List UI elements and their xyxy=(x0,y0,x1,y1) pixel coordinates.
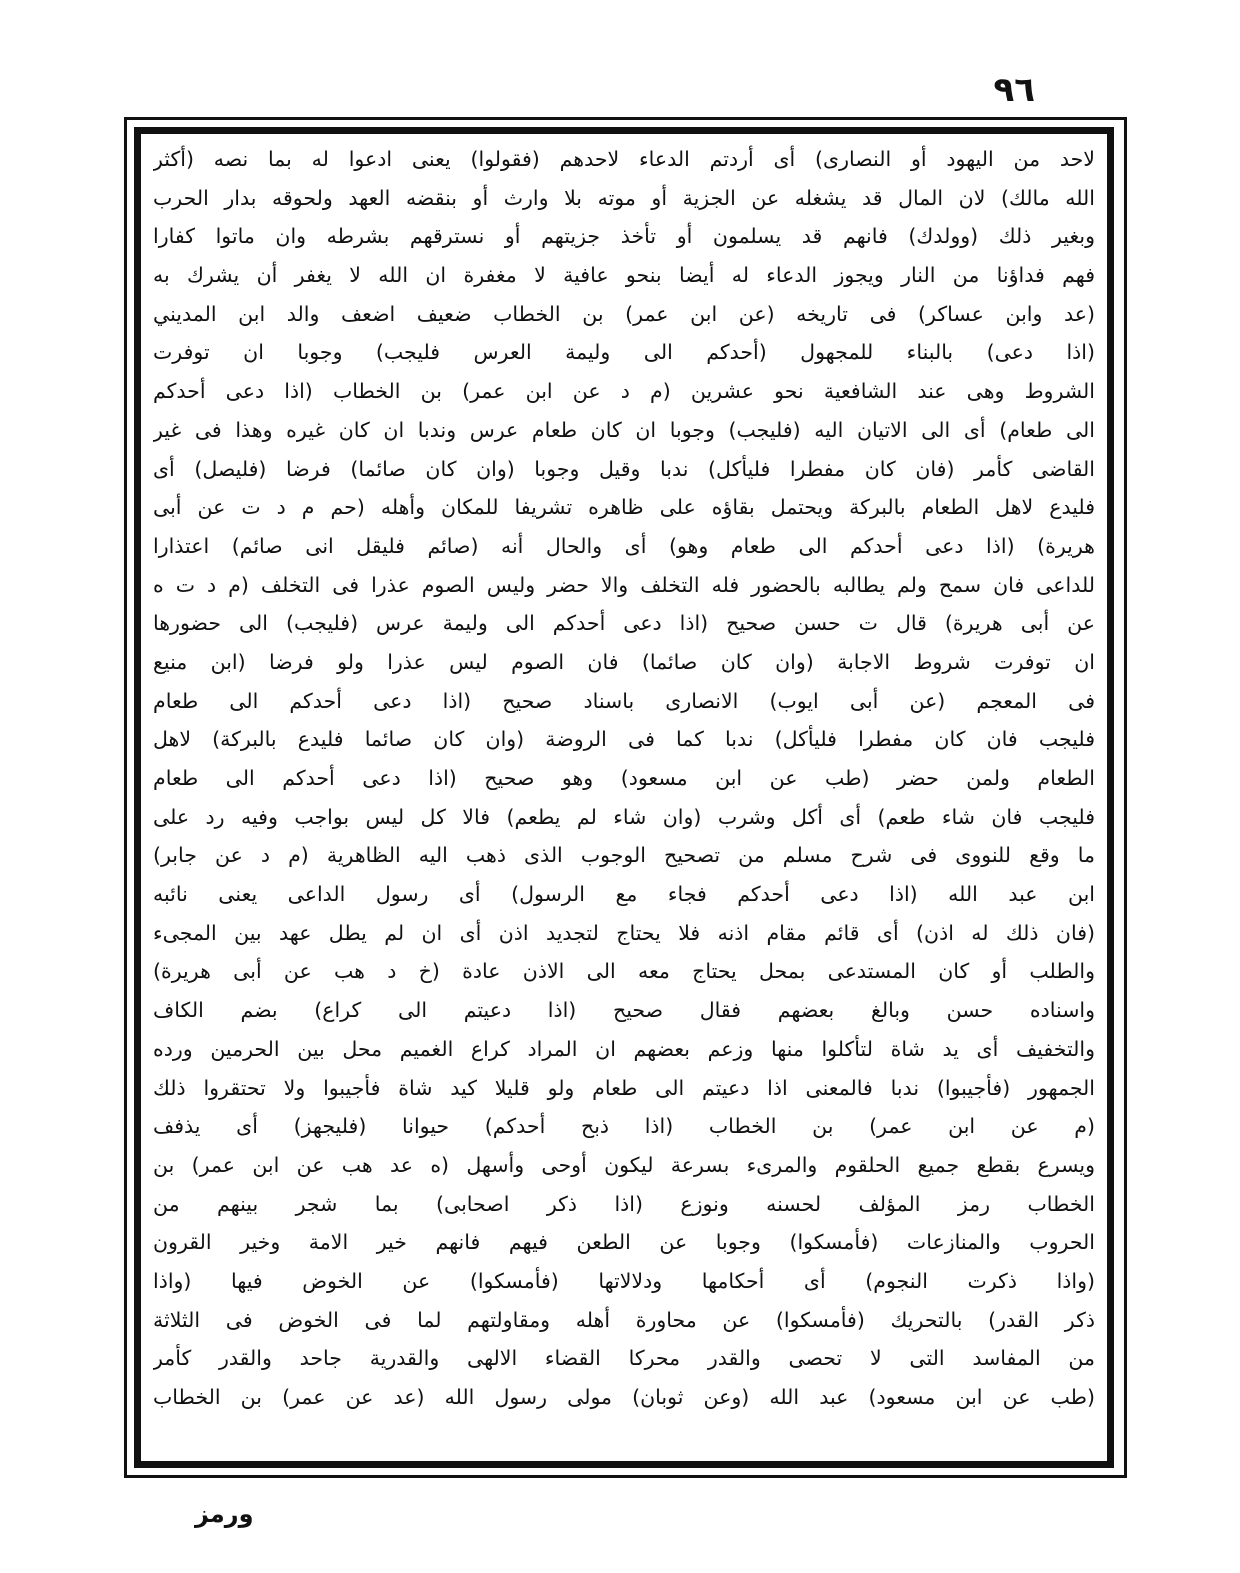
text-line: لاحد من اليهود أو النصارى) أى أردتم الدعاء لاحدهم (فقولوا) يعنى ادعوا له بما نصه (أكثر xyxy=(153,147,1095,171)
text-line: ما وقع للنووى فى شرح مسلم من تصحيح الوجوب الذى ذهب اليه الظاهرية (م د عن جابر) xyxy=(153,843,1095,868)
text-line: (طب عن ابن مسعود) عبد الله (وعن ثوبان) مولى رسول الله (عد عن عمر) بن الخطاب xyxy=(153,1385,1095,1409)
main-text-body xyxy=(153,140,1095,1417)
text-line: الحروب والمنازعات (فأمسكوا) وجوبا عن الطعن فيهم فانهم خير الامة وخير القرون xyxy=(153,1230,1095,1255)
text-line: الله مالك) لان المال قد يشغله عن الجزية أو موته بلا وارث أو بنقضه العهد ولحوقه بدار الحرب xyxy=(153,185,1095,210)
text-line: الجمهور (فأجيبوا) ندبا فالمعنى اذا دعيتم الى طعام ولو قليلا كيد شاة فأجيبوا ولا تحتقروا ذلك xyxy=(153,1075,1095,1100)
text-line: فليجب فان كان مفطرا فليأكل) ندبا كما فى الروضة (وان كان صائما فليدع بالبركة) لاهل xyxy=(153,727,1095,752)
text-line: ويسرع بقطع جميع الحلقوم والمرىء بسرعة ليكون أوحى وأسهل (ه عد هب عن ابن عمر) بن xyxy=(153,1152,1095,1177)
text-line: (واذا ذكرت النجوم) أى أحكامها ودلالاتها (فأمسكوا) عن الخوض فيها (واذا xyxy=(153,1268,1095,1293)
text-line: الى طعام) أى الى الاتيان اليه (فليجب) وجوبا ان كان طعام عرس وندبا ان كان غيره وهذا فى غير xyxy=(153,417,1095,442)
text-line: (م عن ابن عمر) بن الخطاب (اذا ذبح أحدكم) حيوانا (فليجهز) أى يذفف xyxy=(153,1114,1095,1139)
text-line: للداعى فان سمح ولم يطالبه بالحضور فله التخلف والا حضر وليس الصوم عذرا فى التخلف (م د ت ه xyxy=(153,572,1095,597)
text-line: من المفاسد التى لا تحصى والقدر محركا القضاء الالهى والقدرية جاحد والقدر كأمر xyxy=(153,1346,1095,1371)
text-line: فليدع لاهل الطعام بالبركة ويحتمل بقاؤه على ظاهره تشريفا للمكان وأهله (حم م د ت عن أبى xyxy=(153,495,1095,520)
text-line: القاضى كأمر (فان كان مفطرا فليأكل) ندبا وقيل وجوبا (وان كان صائما) فرضا (فليصل) أى xyxy=(153,456,1095,481)
text-line: هريرة) (اذا دعى أحدكم الى طعام وهو) أى والحال أنه (صائم فليقل انى صائم) اعتذارا xyxy=(153,533,1095,558)
text-line: عن أبى هريرة) قال ت حسن صحيح (اذا دعى أحدكم الى وليمة عرس (فليجب) الى حضورها xyxy=(153,611,1095,636)
text-line: الخطاب رمز المؤلف لحسنه ونوزع (اذا ذكر اصحابى) بما شجر بينهم من xyxy=(153,1191,1095,1216)
catchword: ورمز xyxy=(195,1500,254,1528)
text-line: (اذا دعى) بالبناء للمجهول (أحدكم الى وليمة العرس فليجب) وجوبا ان توفرت xyxy=(153,340,1095,365)
text-line: ذكر القدر) بالتحريك (فأمسكوا) عن محاورة أهله ومقاولتهم لما فى الخوض فى الثلاثة xyxy=(153,1307,1095,1332)
text-line: الشروط وهى عند الشافعية نحو عشرين (م د عن ابن عمر) بن الخطاب (اذا دعى أحدكم xyxy=(153,379,1095,404)
text-line: فى المعجم (عن أبى ايوب) الانصارى باسناد صحيح (اذا دعى أحدكم الى طعام xyxy=(153,688,1095,713)
text-line: وبغير ذلك (وولدك) فانهم قد يسلمون أو تأخذ جزيتهم أو نسترقهم بشرطه وان ماتوا كفارا xyxy=(153,224,1095,249)
text-line: (فان ذلك له اذن) أى قائم مقام اذنه فلا يحتاج لتجديد اذن أى ان لم يطل عهد بين المجىء xyxy=(153,920,1095,945)
text-line: والتخفيف أى يد شاة لتأكلوا منها وزعم بعضهم ان المراد كراع الغميم محل بين الحرمين ورده xyxy=(153,1036,1095,1061)
text-line: فهم فداؤنا من النار ويجوز الدعاء له أيضا بنحو عافية لا مغفرة ان الله لا يغفر أن يشرك به xyxy=(153,263,1095,288)
text-line: والطلب أو كان المستدعى بمحل يحتاج معه الى الاذن عادة (خ د هب عن أبى هريرة) xyxy=(153,959,1095,984)
text-line: ابن عبد الله (اذا دعى أحدكم فجاء مع الرسول) أى رسول الداعى يعنى نائبه xyxy=(153,882,1095,907)
page-number: ٩٦ xyxy=(993,70,1035,110)
text-line: واسناده حسن وبالغ بعضهم فقال صحيح (اذا دعيتم الى كراع) بضم الكاف xyxy=(153,998,1095,1023)
text-line: الطعام ولمن حضر (طب عن ابن مسعود) وهو صحيح (اذا دعى أحدكم الى طعام xyxy=(153,766,1095,790)
text-line: (عد وابن عساكر) فى تاريخه (عن ابن عمر) بن الخطاب ضعيف اضعف والد ابن المديني xyxy=(153,301,1095,326)
text-line: ان توفرت شروط الاجابة (وان كان صائما) فان الصوم ليس عذرا ولو فرضا (ابن منيع xyxy=(153,649,1095,674)
text-line: فليجب فان شاء طعم) أى أكل وشرب (وان شاء لم يطعم) فالا كل ليس بواجب وفيه رد على xyxy=(153,804,1095,829)
text-frame xyxy=(134,127,1114,1468)
